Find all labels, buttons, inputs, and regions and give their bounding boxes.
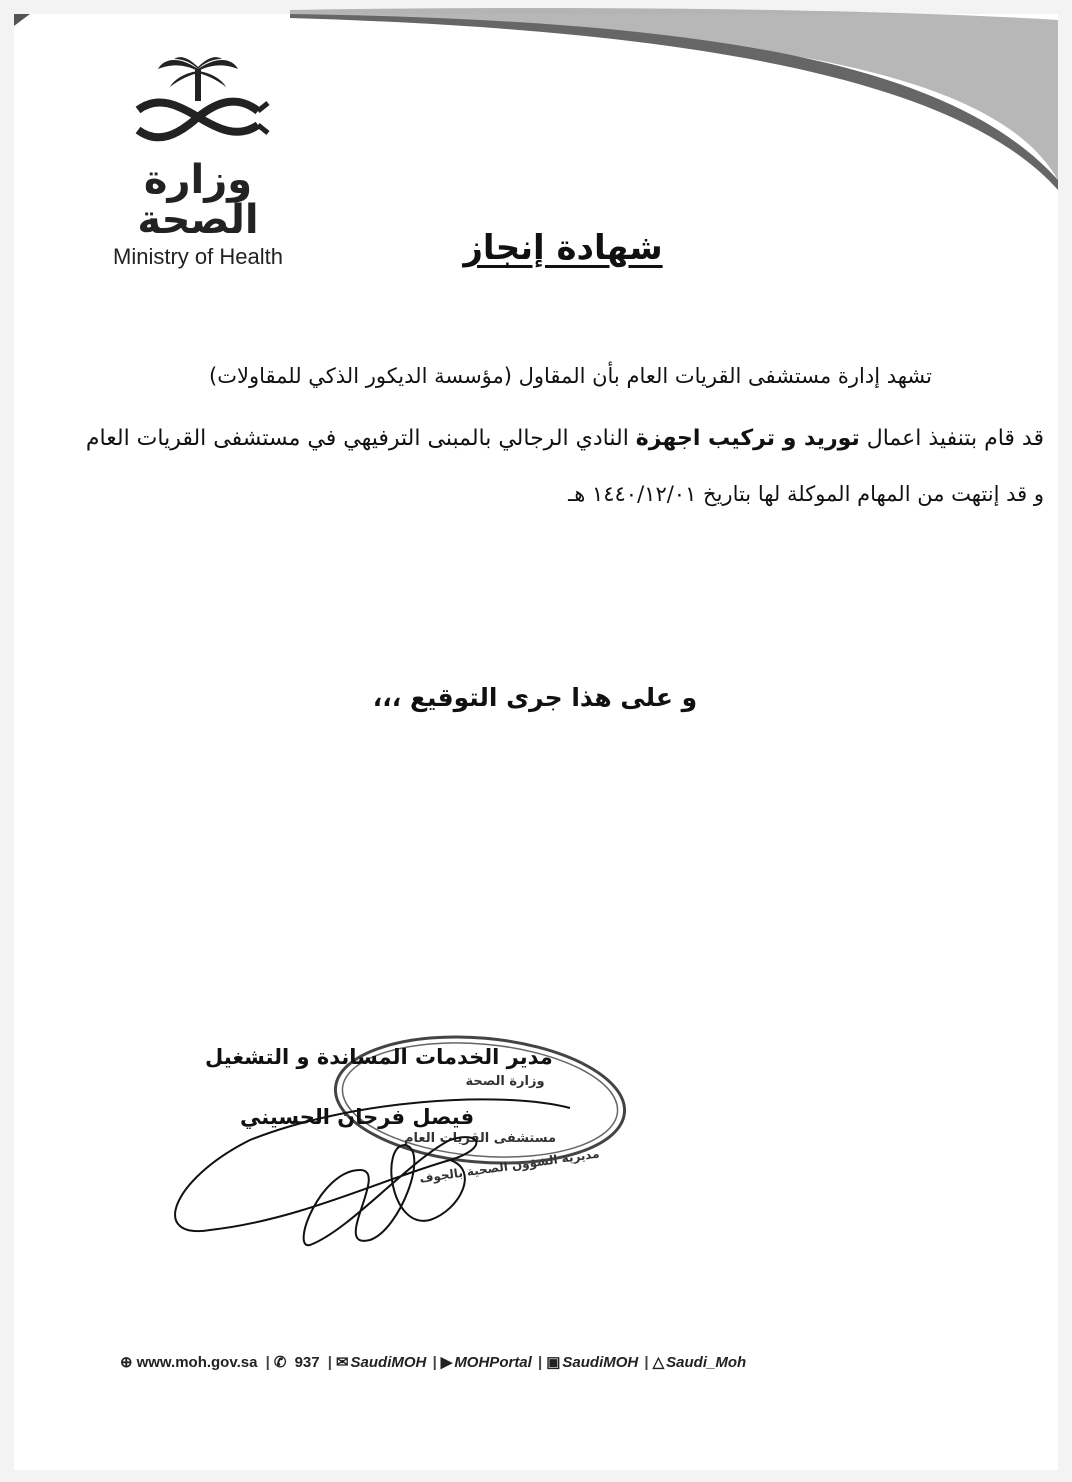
- facebook-icon: ▣: [546, 1354, 561, 1371]
- phone-number: 937: [294, 1354, 320, 1371]
- body-line-2-end: النادي الرجالي بالمبنى الترفيهي في مستشفى القريات العام: [85, 426, 636, 451]
- twitter-handle: SaudiMOH: [350, 1354, 427, 1371]
- body-line-2-start: قد قام بتنفيذ اعمال: [859, 426, 1044, 451]
- snapchat-handle: Saudi_Moh: [666, 1354, 747, 1371]
- body-line-2-bold: توريد و تركيب اجهزة: [635, 426, 860, 451]
- body-line-3: و قد إنتهت من المهام الموكلة لها بتاريخ ١٤٤٠/١٢/٠١ هـ: [568, 482, 1044, 506]
- svg-text:مستشفى القريات العام: مستشفى القريات العام: [403, 1131, 557, 1146]
- body-line-1: تشهد إدارة مستشفى القريات العام بأن المقاول (مؤسسة الديكور الذكي للمقاولات): [209, 364, 932, 388]
- signatory-name: فيصل فرحان الحسيني: [240, 1105, 475, 1129]
- footer-contact-bar: ⊕ www.moh.gov.sa | ✆ 937 | ✉ SaudiMOH | ▶ MOHPortal | ▣ SaudiMOH | △ Saudi_Moh: [120, 1354, 747, 1371]
- svg-text:مديرية الشؤون الصحية بالجوف: مديرية الشؤون الصحية بالجوف: [418, 1146, 601, 1186]
- body-line-2: [86, 426, 1044, 451]
- twitter-icon: ✉: [335, 1354, 349, 1371]
- signatory-title: مدير الخدمات المساندة و التشغيل: [205, 1045, 553, 1069]
- phone-icon: ✆: [273, 1354, 287, 1371]
- closing-text: و على هذا جرى التوقيع ،،،: [372, 683, 698, 712]
- website-link[interactable]: www.moh.gov.sa: [136, 1354, 258, 1371]
- moh-logo: [88, 55, 308, 270]
- youtube-icon: ▶: [440, 1354, 453, 1371]
- facebook-handle: SaudiMOH: [562, 1354, 639, 1371]
- globe-icon: ⊕: [120, 1354, 133, 1371]
- document-title: شهادة إنجاز: [463, 228, 663, 268]
- snapchat-icon: △: [652, 1354, 665, 1371]
- logo-english-name: Ministry of Health: [113, 244, 283, 269]
- svg-text:وزارة الصحة: وزارة الصحة: [465, 1074, 545, 1089]
- youtube-handle: MOHPortal: [454, 1354, 532, 1371]
- palm-swords-emblem-icon: [118, 55, 278, 150]
- logo-arabic-name: وزارة الصحة: [137, 157, 259, 243]
